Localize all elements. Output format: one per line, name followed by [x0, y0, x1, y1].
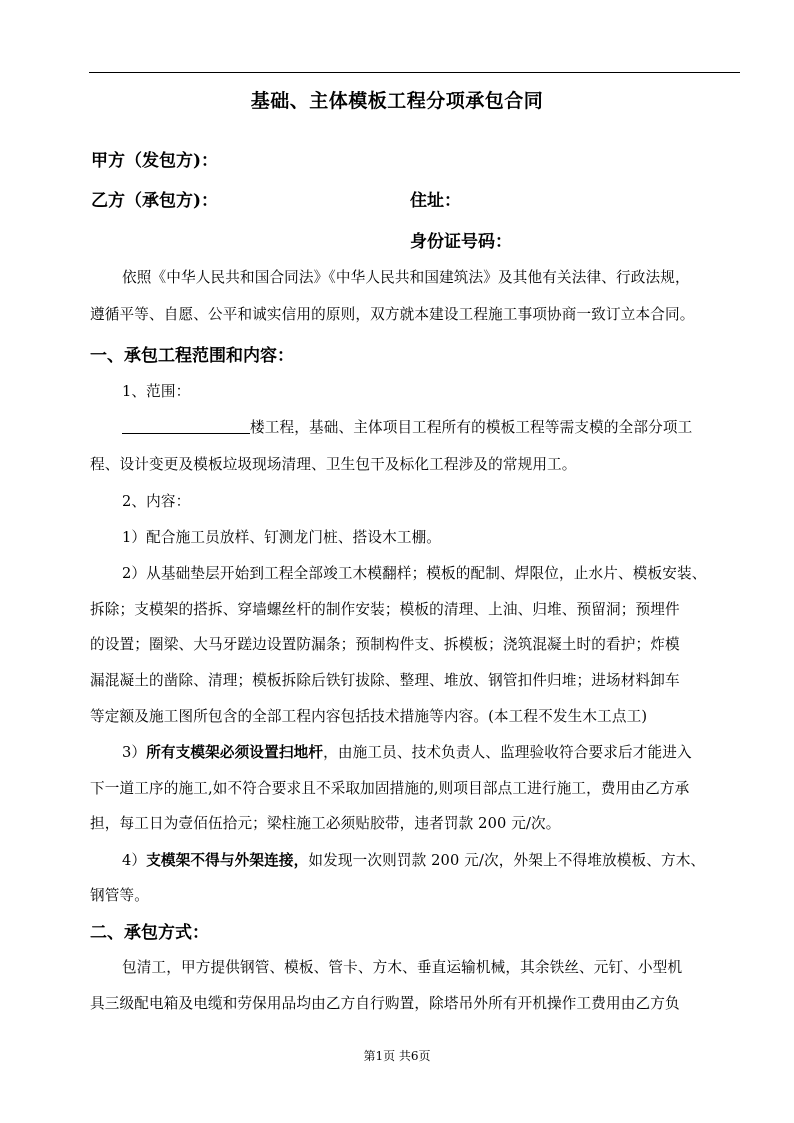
item-4-rest: 如发现一次则罚款 200 元/次，外架上不得堆放模板、方木、 [308, 852, 706, 869]
address-label: 住址： [410, 191, 461, 211]
header-rule [89, 72, 740, 73]
id-number-label: 身份证号码： [410, 232, 512, 252]
content-item-3-line-3: 担，每工日为壹佰伍拾元；梁柱施工必须贴胶带，违者罚款 200 元/次。 [90, 815, 561, 832]
document-title: 基础、主体模板工程分项承包合同 [250, 90, 544, 112]
section-2-line-1: 包清工，甲方提供钢管、模板、管卡、方木、垂直运输机械，其余铁丝、元钉、小型机 [122, 959, 683, 976]
content-label: 2、内容： [122, 493, 191, 510]
item-4-bold: 支模架不得与外架连接， [146, 852, 309, 869]
item-4-prefix: 4） [122, 852, 147, 869]
page-footer: 第1页 共6页 [363, 1049, 431, 1063]
content-item-4-line-2: 钢管等。 [90, 887, 149, 904]
item-3-prefix: 3） [122, 744, 147, 761]
content-item-2-line-3: 的设置；圈梁、大马牙蹉边设置防漏条；预制构件支、拆模板；浇筑混凝土时的看护；炸模 [90, 636, 680, 653]
section-1-heading: 一、承包工程范围和内容： [90, 346, 294, 366]
content-item-4-line-1 [122, 849, 705, 870]
party-a-label: 甲方（发包方)： [91, 151, 219, 171]
intro-line-1: 依照《中华人民共和国合同法》《中华人民共和国建筑法》及其他有关法律、行政法规， [122, 269, 690, 286]
blank-underline [122, 419, 250, 434]
scope-line-2: 程、设计变更及模板垃圾现场清理、卫生包干及标化工程涉及的常规用工。 [90, 456, 577, 473]
intro-line-2: 遵循平等、自愿、公平和诚实信用的原则，双方就本建设工程施工事项协商一致订立本合同。 [90, 306, 695, 323]
content-item-2-line-2: 拆除；支模架的搭拆、穿墙螺丝杆的制作安装；模板的清理、上油、归堆、预留洞；预埋件 [90, 601, 680, 618]
content-item-3-line-1 [122, 741, 692, 762]
content-item-1: 1）配合施工员放样、钉测龙门桩、搭设木工棚。 [122, 529, 442, 546]
content-item-2-line-4: 漏混凝土的凿除、清理；模板拆除后铁钉拔除、整理、堆放、钢管扣件归堆；进场材料卸车 [90, 672, 680, 689]
content-item-2-line-5: 等定额及施工图所包含的全部工程内容包括技术措施等内容。(本工程不发生木工点工) [90, 708, 648, 725]
scope-line-1-text: 楼工程，基础、主体项目工程所有的模板工程等需支模的全部分项工 [250, 419, 693, 436]
item-3-rest: ，由施工员、技术负责人、监理验收符合要求后才能进入 [323, 744, 692, 761]
content-item-3-line-2: 下一道工序的施工,如不符合要求且不采取加固措施的,则项目部点工进行施工，费用由乙方承 [90, 780, 690, 797]
content-item-2-line-1: 2）从基础垫层开始到工程全部竣工木模翻样；模板的配制、焊限位，止水片、模板安装、 [122, 565, 707, 582]
section-2-line-2: 具三级配电箱及电缆和劳保用品均由乙方自行购置，除塔吊外所有开机操作工费用由乙方负 [90, 995, 680, 1012]
scope-label: 1、范围： [122, 383, 191, 400]
section-2-heading: 二、承包方式： [90, 923, 209, 943]
item-3-bold: 所有支模架必须设置扫地杆 [146, 744, 324, 761]
party-b-label: 乙方（承包方)： [91, 191, 219, 211]
scope-line-1 [122, 416, 692, 437]
